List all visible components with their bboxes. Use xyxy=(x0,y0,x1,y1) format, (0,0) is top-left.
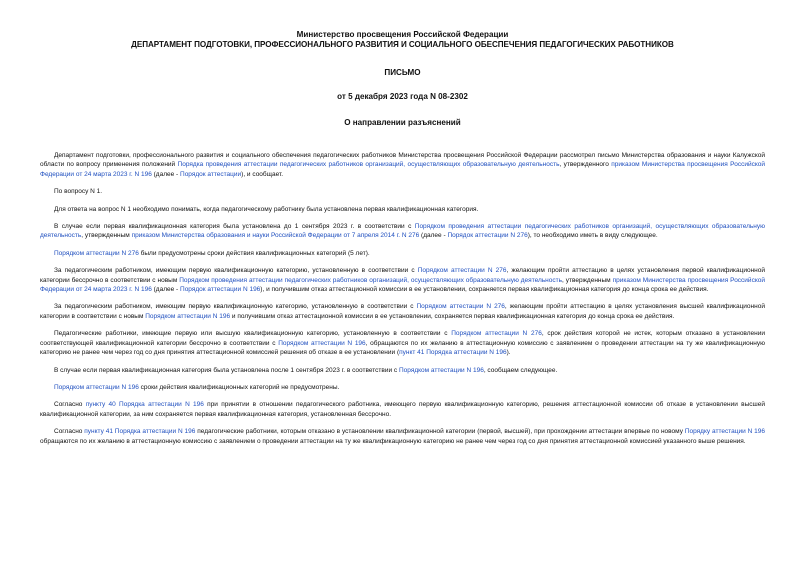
letter-header xyxy=(40,30,765,102)
paragraph-text: обращаются по их желанию в аттестационную комиссию с заявлением о проведении аттестации на ту же квалификационную категорию не ранее чем через год со дня принятия аттестационной комиссией указанного выше решения. xyxy=(40,437,746,445)
paragraph-text: ). xyxy=(506,349,511,357)
paragraph xyxy=(40,266,765,294)
paragraph xyxy=(40,366,765,375)
paragraph-text: , желающим пройти аттестацию в целях установления первой квалификационной категории бессрочно в соответствии с новым xyxy=(40,267,765,284)
paragraph-text: при принятии в отношении педагогического работника, имеющего первую квалификационную категорию, решения аттестационной комиссии об отказе в установлении высшей квалификационной категории, за ним сохраняется первая квалификационная категория, установленная бессрочно. xyxy=(40,401,765,418)
document-body xyxy=(40,151,765,446)
paragraph-text: , срок действия которой не истек, которым отказано в установлении соответствующей квалификационной категории бессрочно в соответствии с xyxy=(40,330,765,347)
document-link[interactable]: Порядком аттестации N 196 xyxy=(54,383,139,391)
paragraph-text: По вопросу N 1. xyxy=(54,188,103,196)
paragraph xyxy=(40,151,765,179)
paragraph xyxy=(40,302,765,321)
paragraph-text: и получившим отказ аттестационной комиссии в ее установлении, сохраняется первая квалификационная категория до конца срока ее действия. xyxy=(230,312,675,320)
paragraph xyxy=(40,222,765,241)
paragraph-text: ), и сообщает. xyxy=(241,170,284,178)
document-link[interactable]: пункту 41 Порядка аттестации N 196 xyxy=(84,428,196,436)
paragraph-text: (далее - xyxy=(419,232,448,240)
document-link[interactable]: Порядком аттестации N 276 xyxy=(54,249,139,257)
document-link[interactable]: Порядком аттестации N 196 xyxy=(278,339,366,347)
paragraph-text: В случае если первая квалификационная категория была установлена до 1 сентября 2023 г. в соответствии с xyxy=(54,223,415,231)
paragraph-text: сроки действия квалификационных категорий не предусмотрены. xyxy=(138,383,340,391)
paragraph-text: , сообщаем следующее. xyxy=(483,366,558,374)
paragraph xyxy=(40,249,765,258)
paragraph xyxy=(40,427,765,446)
department-name: ДЕПАРТАМЕНТ ПОДГОТОВКИ, ПРОФЕССИОНАЛЬНОГО РАЗВИТИЯ И СОЦИАЛЬНОГО ОБЕСПЕЧЕНИЯ ПЕДАГОГИЧЕСКИХ РАБОТНИКОВ xyxy=(131,40,674,49)
paragraph-text: Согласно xyxy=(54,428,85,436)
paragraph-text: Педагогические работники, имеющие первую или высшую квалификационную категорию, установленную в соответствии с xyxy=(54,330,452,338)
paragraph-text: , утвержденным xyxy=(81,232,132,240)
document-date-number: от 5 декабря 2023 года N 08-2302 xyxy=(337,92,468,101)
document-link[interactable]: Порядок аттестации N 196 xyxy=(180,286,261,294)
paragraph xyxy=(40,400,765,419)
paragraph-text: За педагогическим работником, имеющим первую квалификационную категорию, установленную в соответствии с xyxy=(54,267,418,275)
paragraph-text: педагогические работники, которым отказано в установлении квалификационной категории (первой, высшей), при прохождении аттестации впервые по новому xyxy=(195,428,685,436)
paragraph-text: , утвержденным xyxy=(562,276,613,284)
document-link[interactable]: Порядком аттестации N 196 xyxy=(145,312,231,320)
paragraph xyxy=(40,329,765,357)
document-subject: О направлении разъяснений xyxy=(344,118,461,127)
paragraph-text: За педагогическим работником, имеющим первую квалификационную категорию, установленную в соответствии с xyxy=(54,303,417,311)
document-link[interactable]: Порядок аттестации xyxy=(180,170,242,178)
paragraph-text: Департамент подготовки, профессионального развития и социального обеспечения педагогических работников Министерства просвещения Российской Федерации рассмотрел письмо Министерства образования и науки Калужской области по вопросу применения положений xyxy=(40,152,765,169)
document-link[interactable]: Порядок аттестации N 276 xyxy=(447,232,528,240)
paragraph-text: В случае если первая квалификационная категория была установлена после 1 сентября 2023 г. в соответствии с xyxy=(54,366,399,374)
document-link[interactable]: пункт 41 Порядка аттестации N 196 xyxy=(399,349,507,357)
paragraph-text: (далее - xyxy=(151,286,181,294)
paragraph xyxy=(40,205,765,214)
ministry-name: Министерство просвещения Российской Федерации xyxy=(296,30,509,39)
document-link[interactable]: Порядком аттестации N 276 xyxy=(451,330,542,338)
document-link[interactable]: Порядку аттестации N 196 xyxy=(684,428,765,436)
paragraph-text: (далее - xyxy=(151,170,181,178)
paragraph-text: , утвержденного xyxy=(559,161,612,169)
document-link[interactable]: Порядком проведения аттестации педагогических работников организаций, осуществляющих образовательную деятельность xyxy=(40,223,765,240)
paragraph-text: , желающим пройти аттестацию в целях установления высшей квалификационной категории в соответствии с новым xyxy=(40,303,765,320)
document-link[interactable]: приказом Министерства образования и науки Российской Федерации от 7 апреля 2014 г. N 276 xyxy=(131,232,420,240)
document-link[interactable]: Порядка проведения аттестации педагогических работников организаций, осуществляющих образовательную деятельность xyxy=(177,161,560,169)
paragraph xyxy=(40,187,765,196)
paragraph-text: Согласно xyxy=(54,401,86,409)
document-link[interactable]: Порядком аттестации N 276 xyxy=(417,267,507,275)
document-type: ПИСЬМО xyxy=(384,68,421,77)
paragraph xyxy=(40,383,765,392)
document-link[interactable]: приказом Министерства просвещения Российской Федерации от 24 марта 2023 г. N 196 xyxy=(40,161,765,178)
document-link[interactable]: приказом Министерства просвещения Российской Федерации от 24 марта 2023 г. N 196 xyxy=(40,276,765,294)
paragraph-text: были предусмотрены сроки действия квалификационных категорий (5 лет). xyxy=(138,249,370,257)
paragraph-text: ), и получившим отказ аттестационной комиссии в ее установлении, сохраняется первая квалификационная категория до конца срока ее действия. xyxy=(260,286,709,294)
document-link[interactable]: пункту 40 Порядка аттестации N 196 xyxy=(85,401,204,409)
paragraph-text: , обращаются по их желанию в аттестационную комиссию с заявлением о проведении аттестации на ту же квалификационную категорию не ранее чем через год со дня принятия аттестационной комиссией решения об отказе в ее установлении ( xyxy=(40,339,765,357)
paragraph-text: ), то необходимо иметь в виду следующее. xyxy=(527,232,658,240)
document-link[interactable]: Порядком аттестации N 196 xyxy=(398,366,484,374)
document-link[interactable]: Порядком проведения аттестации педагогических работников организаций, осуществляющих образовательную деятельность xyxy=(179,276,562,284)
document-link[interactable]: Порядком аттестации N 276 xyxy=(416,303,505,311)
paragraph-text: Для ответа на вопрос N 1 необходимо понимать, когда педагогическому работнику была установлена первая квалификационная категория. xyxy=(54,205,479,213)
